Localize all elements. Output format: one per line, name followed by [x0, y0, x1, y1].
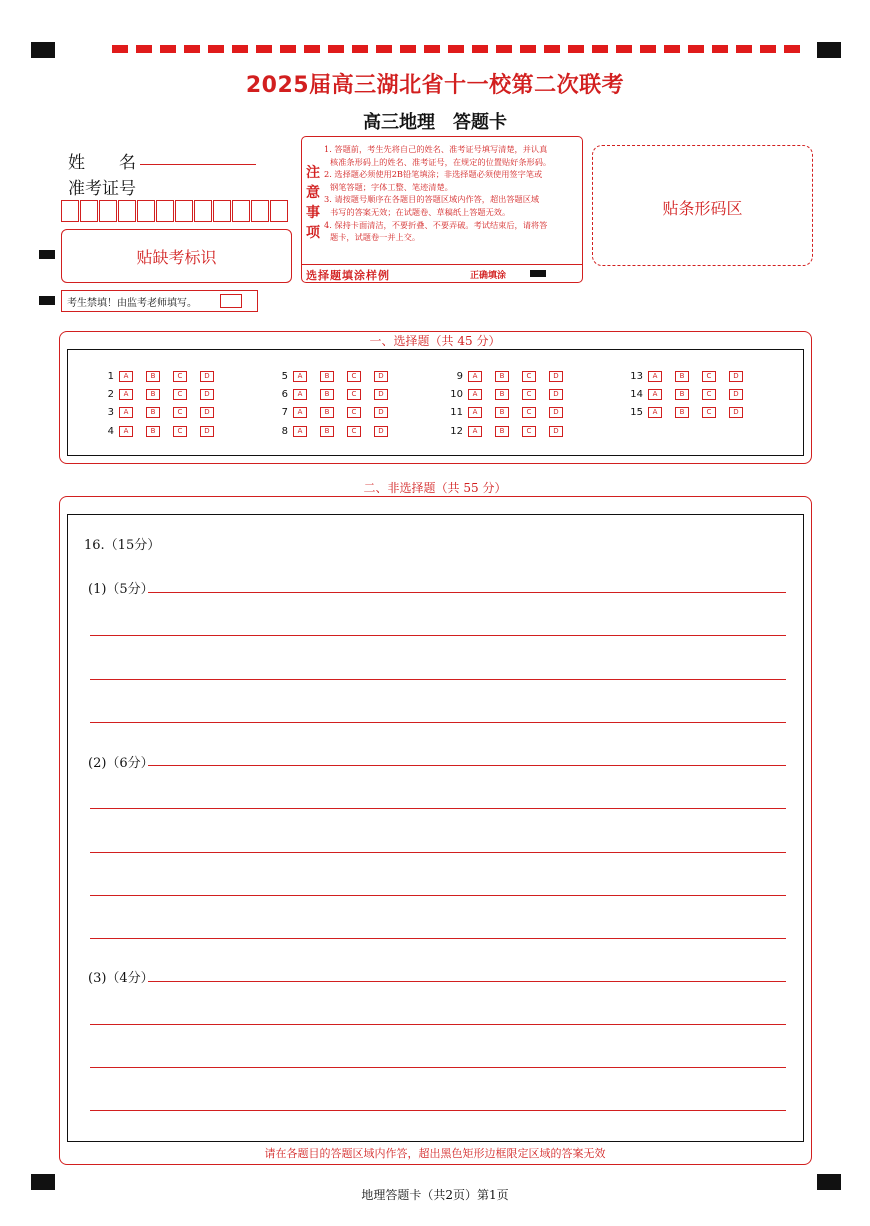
- question-number: 12: [450, 425, 463, 437]
- missing-exam-label: 贴缺考标识: [136, 248, 217, 267]
- option-bubble-c[interactable]: C: [173, 407, 187, 418]
- notice-list: [324, 143, 578, 244]
- notice-line: 4. 保持卡面清洁，不要折叠、不要弄破。考试结束后，请将答: [324, 219, 548, 230]
- barcode-area-label: 贴条形码区: [662, 199, 743, 218]
- question-number: 7: [281, 406, 288, 418]
- notice-line: 钢笔答题；字体工整、笔迹清楚。: [330, 181, 453, 192]
- option-bubble-a[interactable]: A: [119, 371, 133, 382]
- option-bubble-c[interactable]: C: [347, 426, 361, 437]
- exam-id-digit-box[interactable]: [156, 200, 174, 222]
- question-number: 6: [281, 388, 288, 400]
- option-bubble-a[interactable]: A: [648, 371, 662, 382]
- notice-heading: 注意事项: [306, 165, 320, 241]
- option-bubble-d[interactable]: D: [200, 389, 214, 400]
- answer-line[interactable]: [90, 808, 786, 809]
- barcode-sticker-area[interactable]: [592, 145, 813, 266]
- free-response-answer-area: [67, 514, 804, 1142]
- option-bubble-a[interactable]: A: [293, 371, 307, 382]
- answer-line[interactable]: [90, 722, 786, 723]
- answer-line[interactable]: [90, 1067, 786, 1068]
- notice-line: 1. 答题前，考生先将自己的姓名、准考证号填写清楚，并认真: [324, 144, 548, 154]
- question-number: 3: [107, 406, 114, 418]
- free-response-section-title: 二、非选择题（共 55 分）: [363, 481, 507, 495]
- option-bubble-b[interactable]: B: [146, 389, 160, 400]
- exam-id-digit-box[interactable]: [213, 200, 231, 222]
- option-bubble-c[interactable]: C: [522, 407, 536, 418]
- answer-line[interactable]: [90, 679, 786, 680]
- answer-line[interactable]: [90, 895, 786, 896]
- option-bubble-b[interactable]: B: [675, 371, 689, 382]
- option-bubble-a[interactable]: A: [468, 426, 482, 437]
- exam-id-digit-box[interactable]: [99, 200, 117, 222]
- page-footer: 地理答题卡（共2页）第1页: [361, 1188, 509, 1202]
- option-bubble-d[interactable]: D: [200, 371, 214, 382]
- answer-line[interactable]: [148, 765, 786, 766]
- part-1-label: (1)（5分）: [88, 582, 154, 597]
- notice-line: 核准条形码上的姓名、准考证号，在规定的位置贴好条形码。: [330, 156, 552, 167]
- option-bubble-d[interactable]: D: [374, 407, 388, 418]
- exam-id-boxes[interactable]: [61, 200, 289, 222]
- exam-id-digit-box[interactable]: [175, 200, 193, 222]
- mcq-question-row: [98, 369, 227, 383]
- exam-id-label: 准考证号: [68, 179, 136, 199]
- option-bubble-a[interactable]: A: [119, 407, 133, 418]
- question-number: 8: [281, 425, 288, 437]
- option-bubble-d[interactable]: D: [729, 371, 743, 382]
- option-bubble-d[interactable]: D: [549, 371, 563, 382]
- mcq-question-row: [447, 424, 576, 438]
- question-number: 4: [107, 425, 114, 437]
- exam-id-digit-box[interactable]: [61, 200, 79, 222]
- option-bubble-c[interactable]: C: [702, 389, 716, 400]
- option-bubble-a[interactable]: A: [293, 389, 307, 400]
- option-bubble-b[interactable]: B: [146, 426, 160, 437]
- question-number: 11: [450, 406, 463, 418]
- answer-line[interactable]: [90, 938, 786, 939]
- mcq-question-row: [272, 405, 401, 419]
- option-bubble-a[interactable]: A: [119, 426, 133, 437]
- answer-line[interactable]: [90, 852, 786, 853]
- answer-area-warning: 请在各题目的答题区域内作答，超出黑色矩形边框限定区域的答案无效: [264, 1147, 606, 1160]
- option-bubble-a[interactable]: A: [293, 407, 307, 418]
- option-bubble-b[interactable]: B: [495, 371, 509, 382]
- corner-mark-top-right: [817, 42, 841, 58]
- exam-id-digit-box[interactable]: [80, 200, 98, 222]
- option-bubble-b[interactable]: B: [320, 407, 334, 418]
- option-bubble-d[interactable]: D: [549, 407, 563, 418]
- answer-line[interactable]: [90, 635, 786, 636]
- option-bubble-d[interactable]: D: [200, 426, 214, 437]
- option-bubble-c[interactable]: C: [347, 371, 361, 382]
- mcq-question-row: [447, 405, 576, 419]
- option-bubble-c[interactable]: C: [522, 389, 536, 400]
- option-bubble-c[interactable]: C: [173, 389, 187, 400]
- question-number: 5: [281, 370, 288, 382]
- option-bubble-a[interactable]: A: [468, 407, 482, 418]
- option-bubble-c[interactable]: C: [173, 426, 187, 437]
- notice-line: 书写的答案无效；在试题卷、草稿纸上答题无效。: [330, 206, 511, 217]
- mcq-answer-area: [67, 349, 804, 456]
- answer-line[interactable]: [148, 592, 786, 593]
- question-number: 15: [630, 406, 643, 418]
- part-3-label: (3)（4分）: [88, 971, 154, 986]
- name-label: 姓 名: [68, 153, 136, 173]
- side-mark-1: [39, 250, 55, 259]
- option-bubble-a[interactable]: A: [648, 389, 662, 400]
- option-bubble-c[interactable]: C: [702, 371, 716, 382]
- option-bubble-a[interactable]: A: [648, 407, 662, 418]
- option-bubble-d[interactable]: D: [549, 389, 563, 400]
- option-bubble-c[interactable]: C: [522, 371, 536, 382]
- question-number: 14: [630, 388, 643, 400]
- mcq-question-row: [627, 387, 756, 401]
- option-bubble-c[interactable]: C: [347, 389, 361, 400]
- option-bubble-c[interactable]: C: [173, 371, 187, 382]
- mcq-section-title: 一、选择题（共 45 分）: [369, 334, 501, 348]
- option-bubble-b[interactable]: B: [320, 389, 334, 400]
- question-number: 1: [107, 370, 114, 382]
- mcq-question-row: [272, 369, 401, 383]
- option-bubble-b[interactable]: B: [675, 407, 689, 418]
- proctor-only-note: 考生禁填！由监考老师填写。: [67, 298, 197, 309]
- option-bubble-b[interactable]: B: [495, 407, 509, 418]
- question-16-label: 16.（15分）: [84, 538, 161, 553]
- notice-line: 题卡，试题卷一并上交。: [330, 232, 421, 243]
- notice-line: 3. 请按题号顺序在各题目的答题区域内作答，超出答题区域: [324, 194, 540, 205]
- missing-exam-sticker-area[interactable]: [61, 229, 292, 283]
- exam-id-digit-box[interactable]: [118, 200, 136, 222]
- dashed-red-bar: [112, 45, 807, 53]
- proctor-mark-box[interactable]: [220, 294, 242, 308]
- option-bubble-d[interactable]: D: [729, 389, 743, 400]
- mcq-question-row: [272, 424, 401, 438]
- question-number: 2: [107, 388, 114, 400]
- notice-box: [301, 136, 583, 283]
- question-number: 10: [450, 388, 463, 400]
- exam-id-digit-box[interactable]: [270, 200, 288, 222]
- corner-mark-top-left: [31, 42, 55, 58]
- answer-line[interactable]: [90, 1024, 786, 1025]
- proctor-only-box: [61, 290, 258, 312]
- option-bubble-b[interactable]: B: [146, 407, 160, 418]
- question-number: 13: [630, 370, 643, 382]
- correct-fill-label: 正确填涂: [470, 271, 507, 281]
- name-field[interactable]: [140, 164, 256, 165]
- fill-example-label: 选择题填涂样例: [306, 269, 390, 282]
- option-bubble-b[interactable]: B: [146, 371, 160, 382]
- option-bubble-d[interactable]: D: [374, 426, 388, 437]
- mcq-question-row: [98, 424, 227, 438]
- mcq-question-row: [98, 405, 227, 419]
- option-bubble-d[interactable]: D: [374, 371, 388, 382]
- option-bubble-a[interactable]: A: [468, 371, 482, 382]
- mcq-question-row: [627, 405, 756, 419]
- mcq-question-row: [627, 369, 756, 383]
- exam-id-digit-box[interactable]: [194, 200, 212, 222]
- option-bubble-d[interactable]: D: [374, 389, 388, 400]
- option-bubble-d[interactable]: D: [549, 426, 563, 437]
- option-bubble-b[interactable]: B: [320, 371, 334, 382]
- exam-id-digit-box[interactable]: [137, 200, 155, 222]
- filled-bubble-sample: [530, 270, 546, 277]
- page-title: 2025届高三湖北省十一校第二次联考: [245, 73, 625, 98]
- option-bubble-c[interactable]: C: [522, 426, 536, 437]
- mcq-question-row: [272, 387, 401, 401]
- option-bubble-a[interactable]: A: [293, 426, 307, 437]
- exam-id-digit-box[interactable]: [232, 200, 250, 222]
- mcq-question-row: [98, 387, 227, 401]
- page-subtitle: 高三地理 答题卡: [363, 112, 507, 133]
- option-bubble-c[interactable]: C: [702, 407, 716, 418]
- exam-id-digit-box[interactable]: [251, 200, 269, 222]
- question-number: 9: [456, 370, 463, 382]
- option-bubble-b[interactable]: B: [320, 426, 334, 437]
- part-2-label: (2)（6分）: [88, 756, 154, 771]
- option-bubble-b[interactable]: B: [675, 389, 689, 400]
- option-bubble-b[interactable]: B: [495, 426, 509, 437]
- answer-line[interactable]: [90, 1110, 786, 1111]
- fill-example-row: [302, 264, 582, 282]
- option-bubble-a[interactable]: A: [468, 389, 482, 400]
- option-bubble-d[interactable]: D: [729, 407, 743, 418]
- option-bubble-d[interactable]: D: [200, 407, 214, 418]
- option-bubble-a[interactable]: A: [119, 389, 133, 400]
- mcq-question-row: [447, 387, 576, 401]
- side-mark-2: [39, 296, 55, 305]
- option-bubble-b[interactable]: B: [495, 389, 509, 400]
- option-bubble-c[interactable]: C: [347, 407, 361, 418]
- answer-line[interactable]: [148, 981, 786, 982]
- notice-line: 2. 选择题必须使用2B铅笔填涂；非选择题必须使用签字笔或: [324, 169, 543, 180]
- mcq-question-row: [447, 369, 576, 383]
